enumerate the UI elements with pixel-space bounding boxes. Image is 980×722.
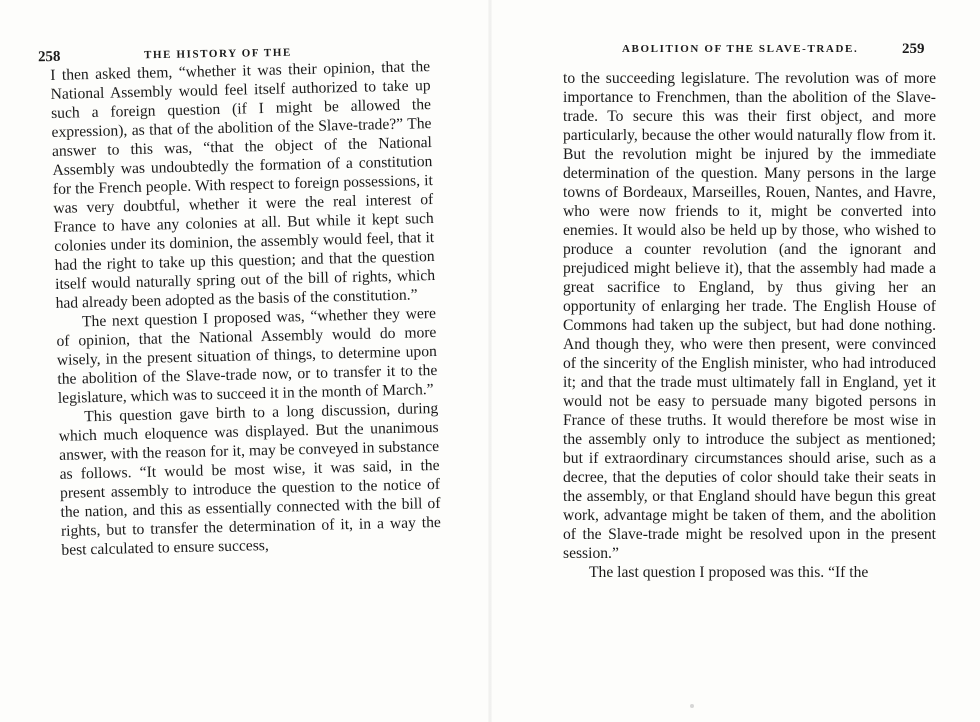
page-number: 258 bbox=[37, 48, 61, 66]
paper-speck bbox=[690, 704, 694, 708]
paragraph: The next question I proposed was, “whether they were of opinion, that the National Assembly would do more wisely, in the present situation of things, to determine upon the abolition of the Slave-trade now, or to transfer it to the legislature, which was to succeed it in the month of March.” bbox=[56, 304, 438, 407]
running-head: THE HISTORY OF THE bbox=[143, 46, 293, 62]
body-text bbox=[50, 57, 442, 560]
paragraph: This question gave birth to a long discussion, during which much eloquence was displayed. But the unanimous answer, with the reason for it, may be conveyed in substance as follows. “It would be most wise, it was said, in the present assembly to introduce the question to the notice of the nation, and this as essentially connected with the bill of rights, but to transfer the determination of it, in a way the best calculated to ensure success, bbox=[58, 399, 442, 559]
paragraph: to the succeeding legislature. The revolution was of more importance to Frenchmen, than the abolition of the Slave-trade. To secure this was their first object, and more particularly, because the other would naturally flow from it. But the revolution might be injured by the immediate determination of the question. Many persons in the large towns of Bordeaux, Marseilles, Rouen, Nantes, and Havre, who were now friends to it, might be converted into enemies. It would also be held up by those, who wished to produce a counter revolution (and the ignorant and prejudiced might believe it), that the assembly had made a great sacrifice to England, by thus giving her an opportunity of enlarging her trade. The English House of Commons had taken up the subject, but had done nothing. And though they, who were then present, were convinced of the sincerity of the English minister, who had introduced it; and that the trade must ultimately fall in England, yet it would not be easy to persuade many bigoted persons in France of these truths. It would therefore be most wise in the assembly only to introduce the subject as mentioned; but if extraordinary circumstances should arise, such as a decree, that the deputies of color should take their seats in the assembly, or that England should have begun this great work, advantage might be taken of them, and the abolition of the Slave-trade might be resolved upon in the present session.” bbox=[563, 70, 936, 562]
right-page bbox=[490, 0, 980, 722]
running-head: ABOLITION OF THE SLAVE-TRADE. bbox=[622, 43, 859, 55]
paragraph: I then asked them, “whether it was their opinion, that the National Assembly would feel itself authorized to take up such a foreign question (if I might be allowed the expression), as that of the abolition of the Slave-trade?” The answer to this was, “that the object of the National Assembly was undoubtedly the formation of a constitution for the French people. With respect to foreign possessions, it was very doubtful, whether it were the real interest of France to have any colonies at all. But while it kept such colonies under its dominion, the assembly would feel, that it had the right to take up this question; and that the question itself would naturally spring out of the bill of rights, which had already been adopted as the basis of the constitution.” bbox=[50, 58, 436, 312]
body-text bbox=[563, 69, 936, 582]
paragraph: The last question I proposed was this. “If the bbox=[589, 564, 869, 581]
page-number: 259 bbox=[902, 41, 925, 57]
